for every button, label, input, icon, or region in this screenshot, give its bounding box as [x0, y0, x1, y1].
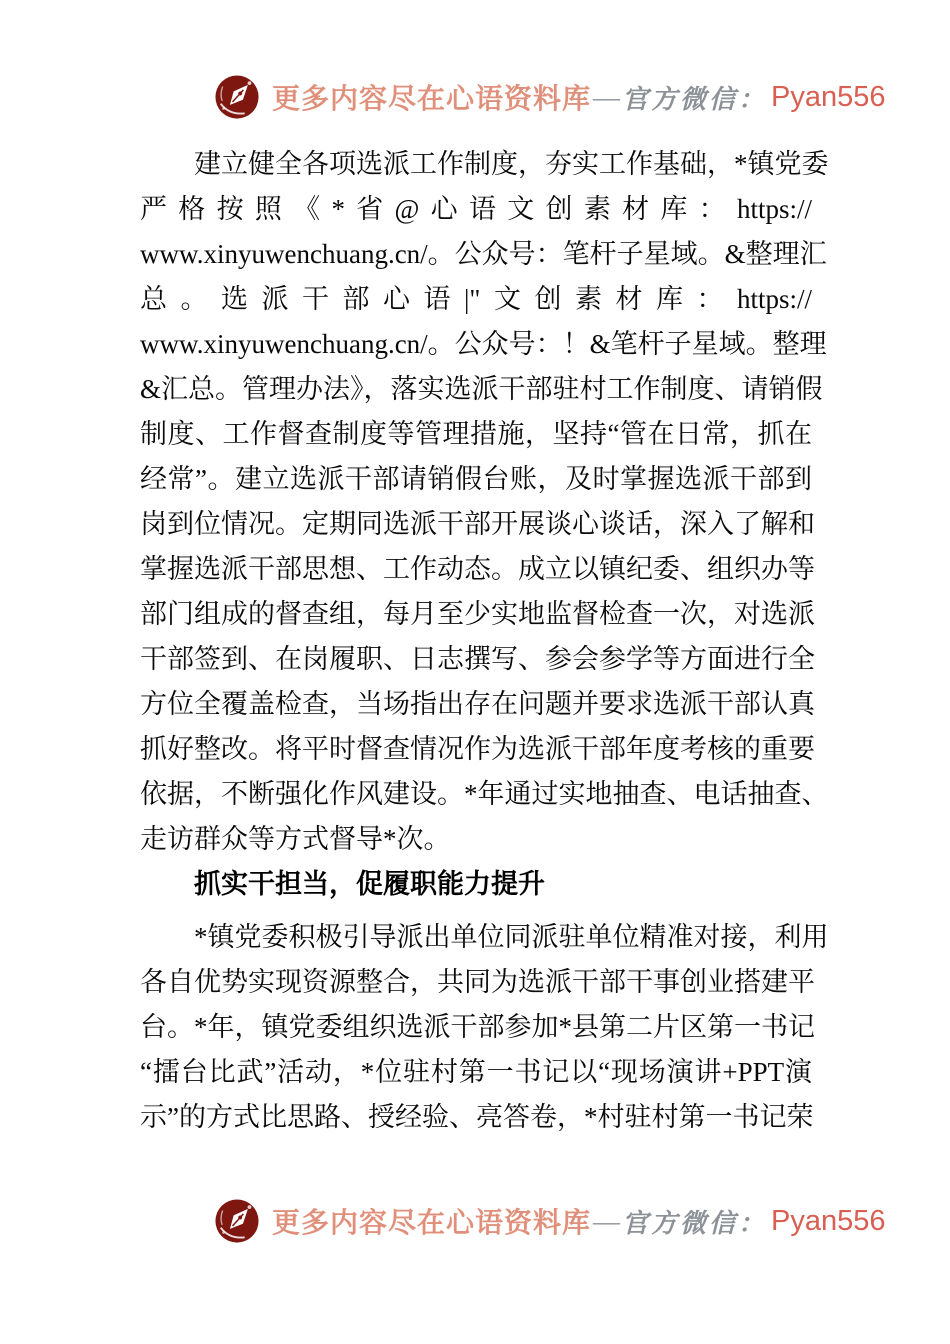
paragraph-1 [140, 142, 829, 862]
watermark-brand-text: 更多内容尽在心语资料库 [272, 1208, 592, 1239]
section-heading: 抓实干担当，促履职能力提升 [194, 869, 545, 899]
document-body [140, 142, 829, 1140]
header-watermark [214, 74, 886, 120]
text-line: 岗到位情况。定期同选派干部开展谈心谈话，深入了解和 [140, 509, 815, 539]
wechat-label: 官方微信： [622, 1208, 768, 1238]
text-line: 总。选派干部心语|"文创素材库：https:// [140, 284, 812, 314]
paragraph-2 [140, 915, 829, 1140]
text-line: 干部签到、在岗履职、日志撰写、参会参学等方面进行全 [140, 644, 815, 674]
pen-nib-seal-icon [214, 1198, 260, 1244]
text-line: www.xinyuwenchuang.cn/。公众号：笔杆子星域。&整理汇 [140, 239, 827, 269]
text-line: 严格按照《*省@心语文创素材库：https:// [140, 194, 812, 224]
text-line: *镇党委积极引导派出单位同派驻单位精准对接，利用 [194, 922, 829, 952]
footer-watermark [214, 1198, 886, 1244]
text-line: 抓好整改。将平时督查情况作为选派干部年度考核的重要 [140, 734, 815, 764]
watermark-dash: — [593, 1205, 621, 1236]
text-line: 掌握选派干部思想、工作动态。成立以镇纪委、组织办等 [140, 554, 815, 584]
text-line: 制度、工作督查制度等管理措施，坚持“管在日常，抓在 [140, 419, 812, 449]
text-line: 示”的方式比思路、授经验、亮答卷，*村驻村第一书记荣 [140, 1102, 814, 1132]
text-line: 建立健全各项选派工作制度，夯实工作基础，*镇党委 [194, 149, 829, 179]
text-line: 部门组成的督查组，每月至少实地监督检查一次，对选派 [140, 599, 815, 629]
text-line: 台。*年，镇党委组织选派干部参加*县第二片区第一书记 [140, 1012, 815, 1042]
pen-nib-seal-icon [214, 74, 260, 120]
text-line: 依据，不断强化作风建设。*年通过实地抽查、电话抽查、 [140, 779, 829, 809]
wechat-id: Pyan556 [771, 1204, 886, 1237]
text-line: 方位全覆盖检查，当场指出存在问题并要求选派干部认真 [140, 689, 815, 719]
text-line: &汇总。管理办法》，落实选派干部驻村工作制度、请销假 [140, 374, 823, 404]
text-line: “擂台比武”活动，*位驻村第一书记以“现场演讲+PPT演 [140, 1057, 812, 1087]
wechat-id: Pyan556 [771, 80, 886, 113]
text-line: www.xinyuwenchuang.cn/。公众号：！&笔杆子星域。整理 [140, 329, 827, 359]
watermark-dash: — [593, 81, 621, 112]
text-line: 走访群众等方式督导*次。 [140, 824, 451, 854]
text-line: 经常”。建立选派干部请销假台账，及时掌握选派干部到 [140, 464, 812, 494]
text-line: 各自优势实现资源整合，共同为选派干部干事创业搭建平 [140, 967, 815, 997]
watermark-brand-text: 更多内容尽在心语资料库 [272, 84, 592, 115]
wechat-label: 官方微信： [622, 84, 768, 114]
